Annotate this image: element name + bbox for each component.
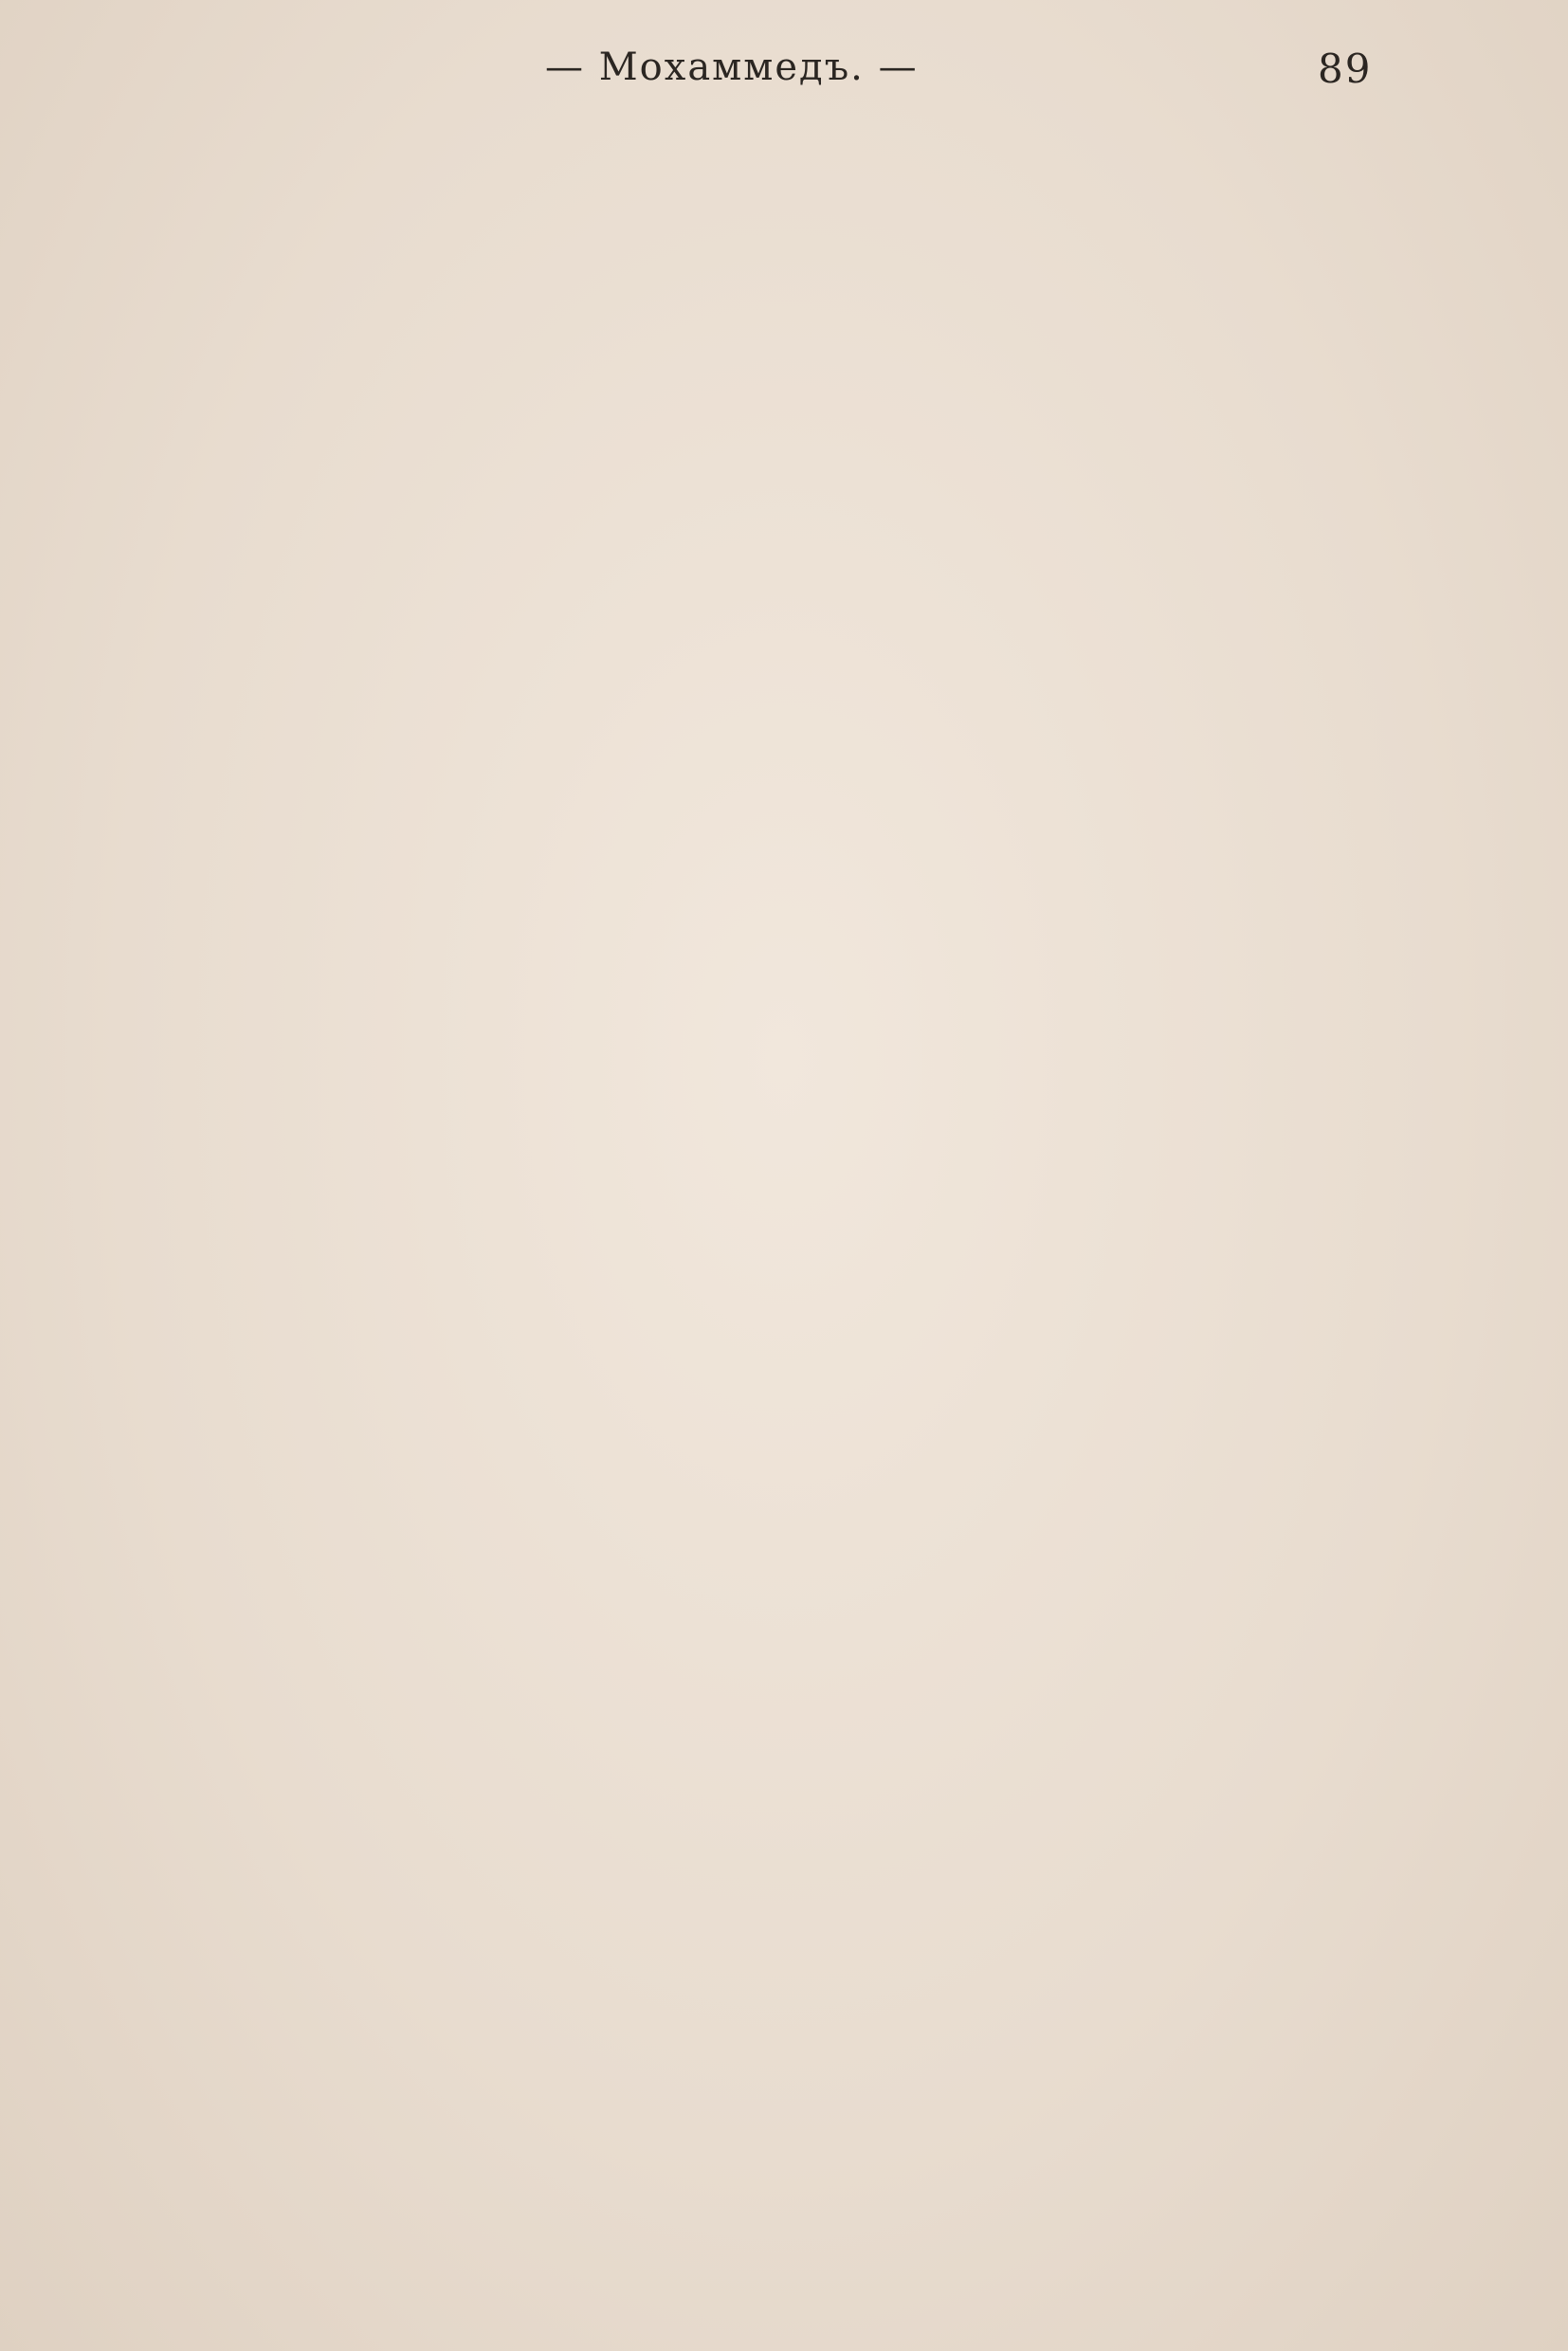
running-head	[0, 46, 1568, 102]
body-text	[72, 142, 1437, 2199]
running-title: — Мохаммедъ. —	[545, 46, 919, 89]
page-number: 89	[1318, 46, 1373, 92]
